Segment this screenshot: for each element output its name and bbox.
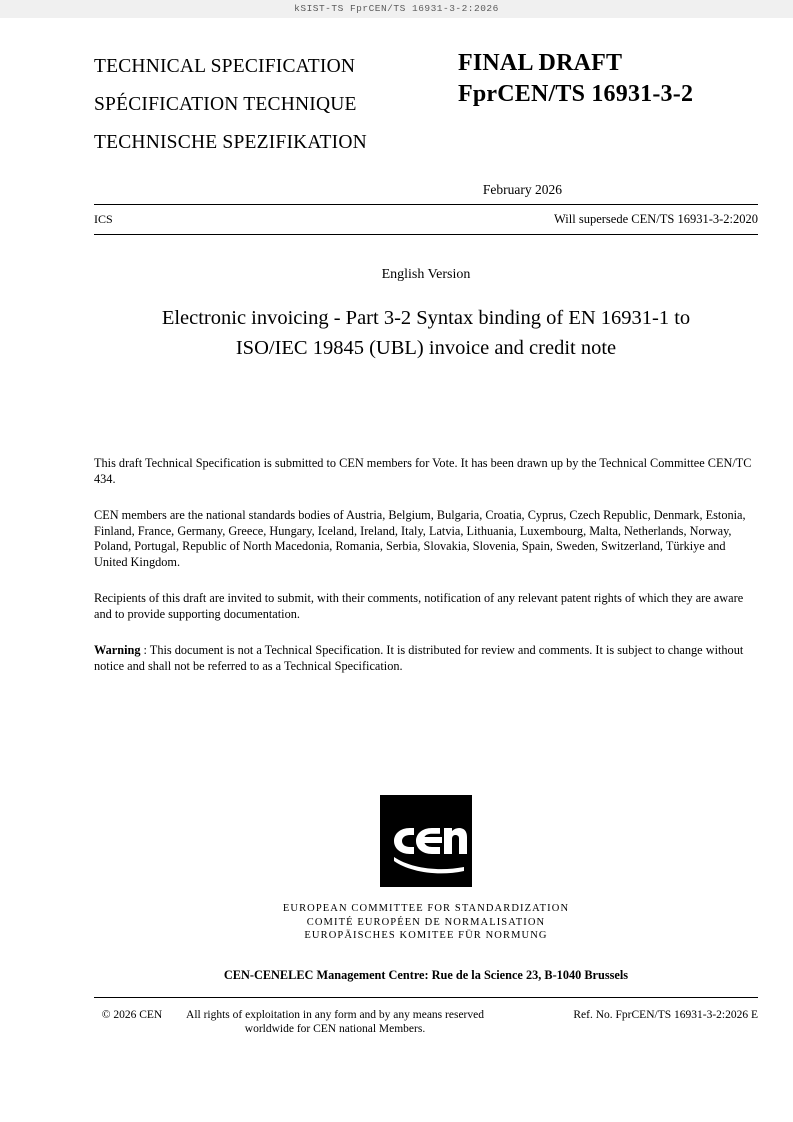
divider-below-ics	[94, 234, 758, 235]
page-footer	[94, 1008, 758, 1036]
title-french: SPÉCIFICATION TECHNIQUE	[94, 94, 357, 115]
paragraph-submission: This draft Technical Specification is submitted to CEN members for Vote. It has been drawn up by the Technical Committee CEN/TC 434.	[94, 456, 752, 486]
document-content	[94, 0, 758, 1035]
footer-rights-text: All rights of exploitation in any form and by any means reserved worldwide for CEN national Members.	[186, 1008, 484, 1035]
organisation-names	[94, 902, 758, 943]
paragraph-warning	[94, 643, 758, 674]
final-draft-label: FINAL DRAFT	[458, 50, 623, 76]
title-block	[94, 48, 758, 162]
org-line-de: EUROPÄISCHES KOMITEE FÜR NORMUNG	[304, 930, 548, 941]
watermark-text: kSIST-TS FprCEN/TS 16931-3-2:2026	[294, 3, 499, 14]
footer-reference-number: Ref. No. FprCEN/TS 16931-3-2:2026 E	[573, 1008, 758, 1021]
warning-text: : This document is not a Technical Specification. It is distributed for review and comments. It is subject to change without notice and shall not be referred to as a Technical Specification.	[94, 643, 744, 673]
document-reference-number: FprCEN/TS 16931-3-2	[458, 81, 694, 107]
english-version-label: English Version	[381, 267, 471, 282]
divider-top	[94, 204, 758, 205]
logo-area	[94, 795, 758, 1036]
org-line-fr: COMITÉ EUROPÉEN DE NORMALISATION	[306, 916, 546, 928]
reference-block	[448, 48, 758, 110]
divider-footer	[94, 997, 758, 998]
ics-row	[94, 212, 758, 227]
org-line-en: EUROPEAN COMMITTEE FOR STANDARDIZATION	[282, 903, 570, 914]
supersede-note: Will supersede CEN/TS 16931-3-2:2020	[554, 212, 758, 226]
paragraph-members: CEN members are the national standards bodies of Austria, Belgium, Bulgaria, Croatia, Cyprus, Czech Republic, Denmark, Estonia, Finland, France, Germany, Greece, Hungary, Iceland, Ireland, Italy, Latvia, Lithuania, Luxembourg, Malta, Netherlands, Norway, Poland, Portugal, Republic of North Macedonia, Romania, Serbia, Slovakia, Slovenia, Spain, Sweden, Switzerland, Türkiye and United Kingdom.	[94, 508, 746, 569]
title-german: TECHNISCHE SPEZIFIKATION	[94, 132, 367, 153]
ics-label: ICS	[94, 212, 113, 226]
warning-label: Warning	[94, 643, 141, 657]
title-english: TECHNICAL SPECIFICATION	[94, 56, 356, 77]
cen-logo-icon	[380, 795, 472, 887]
publication-date: February 2026	[482, 182, 562, 197]
footer-copyright: © 2026 CEN	[101, 1008, 163, 1021]
footer-left	[94, 1008, 500, 1036]
paragraph-recipients: Recipients of this draft are invited to submit, with their comments, notification of any relevant patent rights of which they are aware and to provide supporting documentation.	[94, 591, 744, 621]
management-centre-address: CEN-CENELEC Management Centre: Rue de la Science 23, B-1040 Brussels	[223, 967, 629, 982]
language-titles	[94, 48, 424, 162]
page-title: Electronic invoicing - Part 3-2 Syntax binding of EN 16931-1 to ISO/IEC 19845 (UBL) invoice and credit note	[161, 307, 691, 359]
